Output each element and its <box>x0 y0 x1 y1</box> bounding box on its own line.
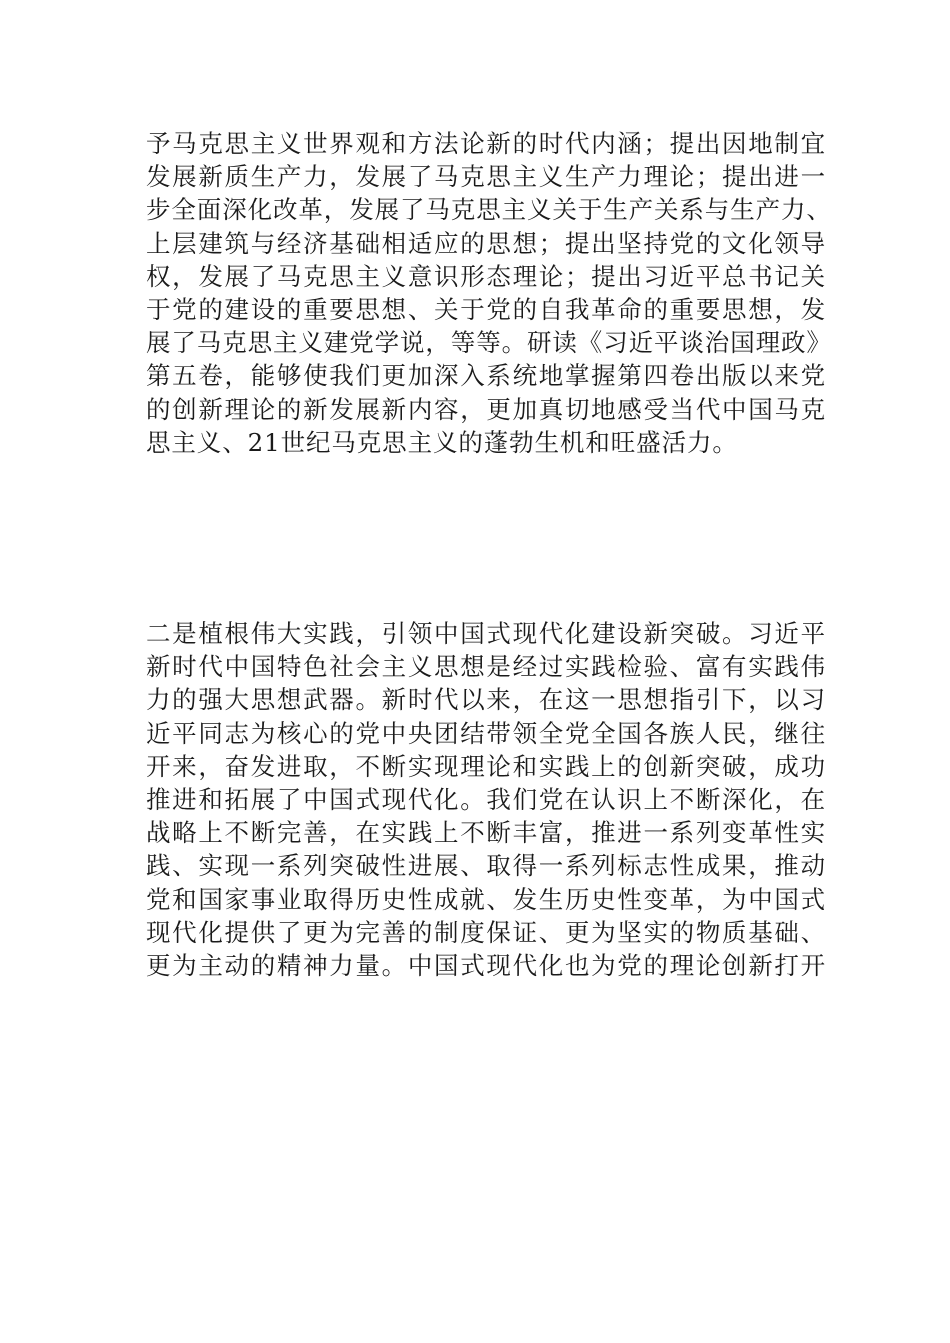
text-line: 开来，奋发进取，不断实现理论和实践上的创新突破，成功 <box>146 751 826 781</box>
body-paragraph-1 <box>146 127 832 459</box>
text-line: 现代化提供了更为完善的制度保证、更为坚实的物质基础、 <box>146 917 826 947</box>
text-line: 予马克思主义世界观和方法论新的时代内涵；提出因地制宜 <box>146 129 826 158</box>
text-line: 新时代中国特色社会主义思想是经过实践检验、富有实践伟 <box>146 652 826 682</box>
text-line: 展了马克思主义建党学说，等等。研读《习近平谈治国理政》 <box>146 328 832 358</box>
text-line: 于党的建设的重要思想、关于党的自我革命的重要思想，发 <box>146 295 826 325</box>
text-line: 二是植根伟大实践，引领中国式现代化建设新突破。习近平 <box>146 619 826 648</box>
text-line: 更为主动的精神力量。中国式现代化也为党的理论创新打开 <box>146 951 826 981</box>
text-line: 第五卷，能够使我们更加深入系统地掌握第四卷出版以来党 <box>146 361 826 391</box>
text-line: 践、实现一系列突破性进展、取得一系列标志性成果，推动 <box>146 851 826 881</box>
text-line: 战略上不断完善，在实践上不断丰富，推进一系列变革性实 <box>146 818 826 848</box>
text-line: 发展新质生产力，发展了马克思主义生产力理论；提出进一 <box>146 162 826 192</box>
text-line: 步全面深化改革，发展了马克思主义关于生产关系与生产力、 <box>146 195 832 225</box>
text-line: 力的强大思想武器。新时代以来，在这一思想指引下，以习 <box>146 685 826 715</box>
text-line: 思主义、21世纪马克思主义的蓬勃生机和旺盛活力。 <box>146 427 738 457</box>
text-line: 近平同志为核心的党中央团结带领全党全国各族人民，继往 <box>146 718 826 748</box>
text-line: 党和国家事业取得历史性成就、发生历史性变革，为中国式 <box>146 884 826 914</box>
body-paragraph-2 <box>146 617 826 982</box>
text-line: 权，发展了马克思主义意识形态理论；提出习近平总书记关 <box>146 261 826 291</box>
text-line: 推进和拓展了中国式现代化。我们党在认识上不断深化，在 <box>146 785 826 815</box>
text-line: 的创新理论的新发展新内容，更加真切地感受当代中国马克 <box>146 394 826 424</box>
text-line: 上层建筑与经济基础相适应的思想；提出坚持党的文化领导 <box>146 228 826 258</box>
